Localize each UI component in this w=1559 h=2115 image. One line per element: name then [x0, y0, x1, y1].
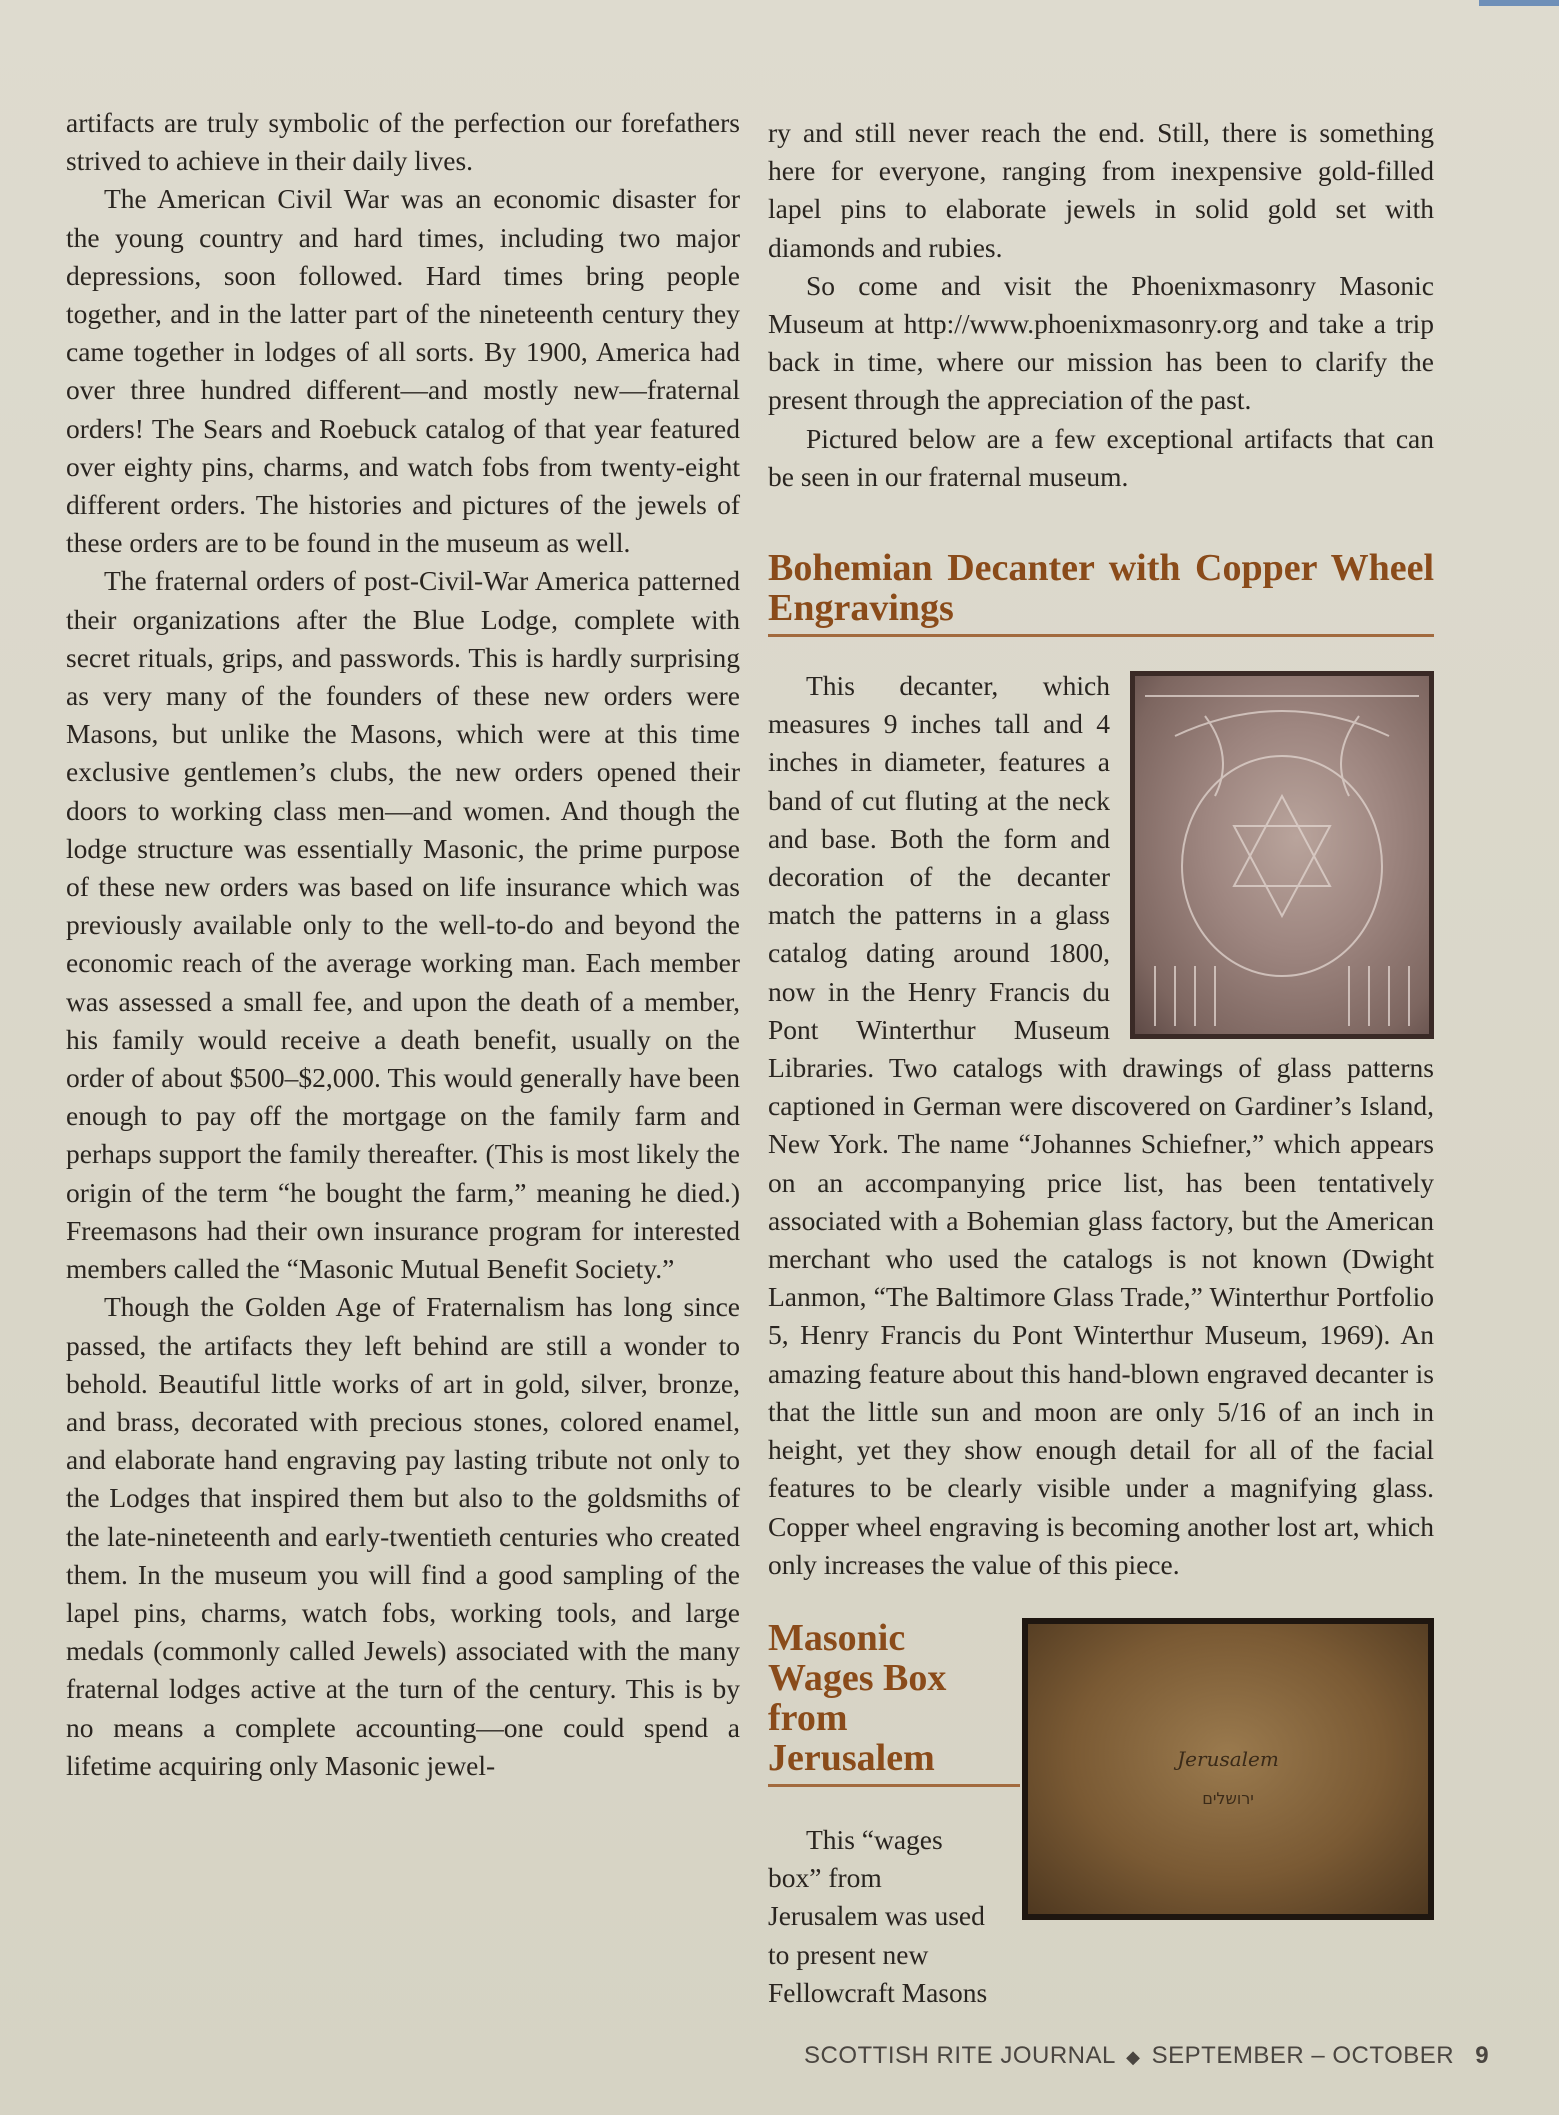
box-inscription: Jerusalem: [1177, 1746, 1279, 1771]
paragraph: Though the Golden Age of Fraternalism has long since passed, the artifacts they left behind are still a wonder to behold. Beautiful little works of art in gold, silver, bronze, and brass, decorated with precious stones, colored enamel, and elaborate hand engraving pay lasting tribute not only to the Lodges that inspired them but also to the goldsmiths of the late-nineteenth and early-twentieth centuries who created them. In the museum you will find a good sampling of the lapel pins, charms, watch fobs, working tools, and large medals (commonly called Jewels) associated with the many fraternal lodges active at the turn of the century. This is by no means a complete accounting—one could spend a lifetime acquiring only Masonic jewel-: [66, 1291, 740, 1781]
wages-box-photo: [1022, 1618, 1434, 1920]
paragraph: ry and still never reach the end. Still, there is something here for everyone, ranging from inexpensive gold-filled lapel pins to elaborate jewels in solid gold set with diamonds and rubies.: [768, 117, 1434, 263]
decanter-description: This decanter, which measures 9 inches tall and 4 inches in diameter, features a band of cut fluting at the neck and base. Both the form and decoration of the decanter match the patterns in a glass catalog dating around 1800, now in the Henry Francis du Pont Winterthur Museum Libraries. Two catalogs with drawings of glass patterns captioned in German were discovered on Gardiner’s Island, New York. The name “Johannes Schiefner,” which appears on an accompanying price list, has been tentatively associated with a Bohemian glass factory, but the American merchant who used the catalogs is not known (Dwight Lanmon, “The Baltimore Glass Trade,” Winterthur Portfolio 5, Henry Francis du Pont Winterthur Museum, 1969). An amazing feature about this hand-blown engraved decanter is that the little sun and moon are only 5/16 of an inch in height, yet they show enough detail for all of the facial features to be clearly visible under a magnifying glass. Copper wheel engraving is becoming another lost art, which only increases the value of this piece.: [768, 670, 1434, 1580]
corner-accent: [1479, 0, 1559, 6]
right-column: [768, 114, 1434, 2012]
paragraph: So come and visit the Phoenixmasonry Masonic Museum at http://www.phoenixmasonry.org and take a trip back in time, where our mission has been to clarify the present through the appreciation of the past.: [768, 269, 1434, 416]
left-column: [66, 104, 740, 1785]
diamond-icon: ◆: [1126, 2047, 1141, 2067]
paragraph: The American Civil War was an economic disaster for the young country and hard times, including two major depressions, soon followed. Hard times bring people together, and in the latter part of the nineteenth century they came together in lodges of all sorts. By 1900, America had over three hundred different—and mostly new—fraternal orders! The Sears and Roebuck catalog of that year featured over eighty pins, charms, and watch fobs from twenty-eight different orders. The histories and pictures of the jewels of these orders are to be found in the museum as well.: [66, 183, 740, 559]
box-hebrew-inscription: ירושלים: [1202, 1788, 1254, 1808]
paragraph: The fraternal orders of post-Civil-War America patterned their organizations after the Blue Lodge, complete with secret rituals, grips, and passwords. This is hardly surprising as very many of the founders of these new orders were Masons, but unlike the Masons, which were at this time exclusive gentlemen’s clubs, the new orders opened their doors to working class men—and women. And though the lodge structure was essentially Masonic, the prime purpose of these new orders was based on life insurance which was previously available only to the well-to-do and beyond the economic reach of the average working man. Each member was assessed a small fee, and upon the death of a member, his family would receive a death benefit, usually on the order of about $500–$2,000. This would generally have been enough to pay off the mortgage on the family farm and perhaps support the family thereafter. (This is most likely the origin of the term “he bought the farm,” meaning he died.) Freemasons had their own insurance program for interested members called the “Masonic Mutual Benefit Society.”: [66, 565, 740, 1285]
decanter-photo: [1130, 671, 1434, 1039]
section-heading-wages-box: Masonic Wages Box from Jerusalem: [768, 1618, 1020, 1787]
section-heading-decanter: Bohemian Decanter with Copper Wheel Engravings: [768, 548, 1434, 637]
journal-name: SCOTTISH RITE JOURNAL: [804, 2042, 1115, 2069]
decanter-section: [768, 667, 1434, 1584]
issue-date: SEPTEMBER – OCTOBER: [1151, 2042, 1455, 2069]
page-footer: [804, 2042, 1489, 2070]
paragraph: artifacts are truly symbolic of the perfection our forefathers strived to achieve in their daily lives.: [66, 107, 740, 177]
wages-box-section: [768, 1618, 1434, 2012]
paragraph: Pictured below are a few exceptional artifacts that can be seen in our fraternal museum.: [768, 422, 1434, 492]
wages-box-description: This “wages box” from Jerusalem was used to present new Fellowcraft Masons: [768, 1823, 988, 2008]
page-number: 9: [1475, 2042, 1490, 2069]
